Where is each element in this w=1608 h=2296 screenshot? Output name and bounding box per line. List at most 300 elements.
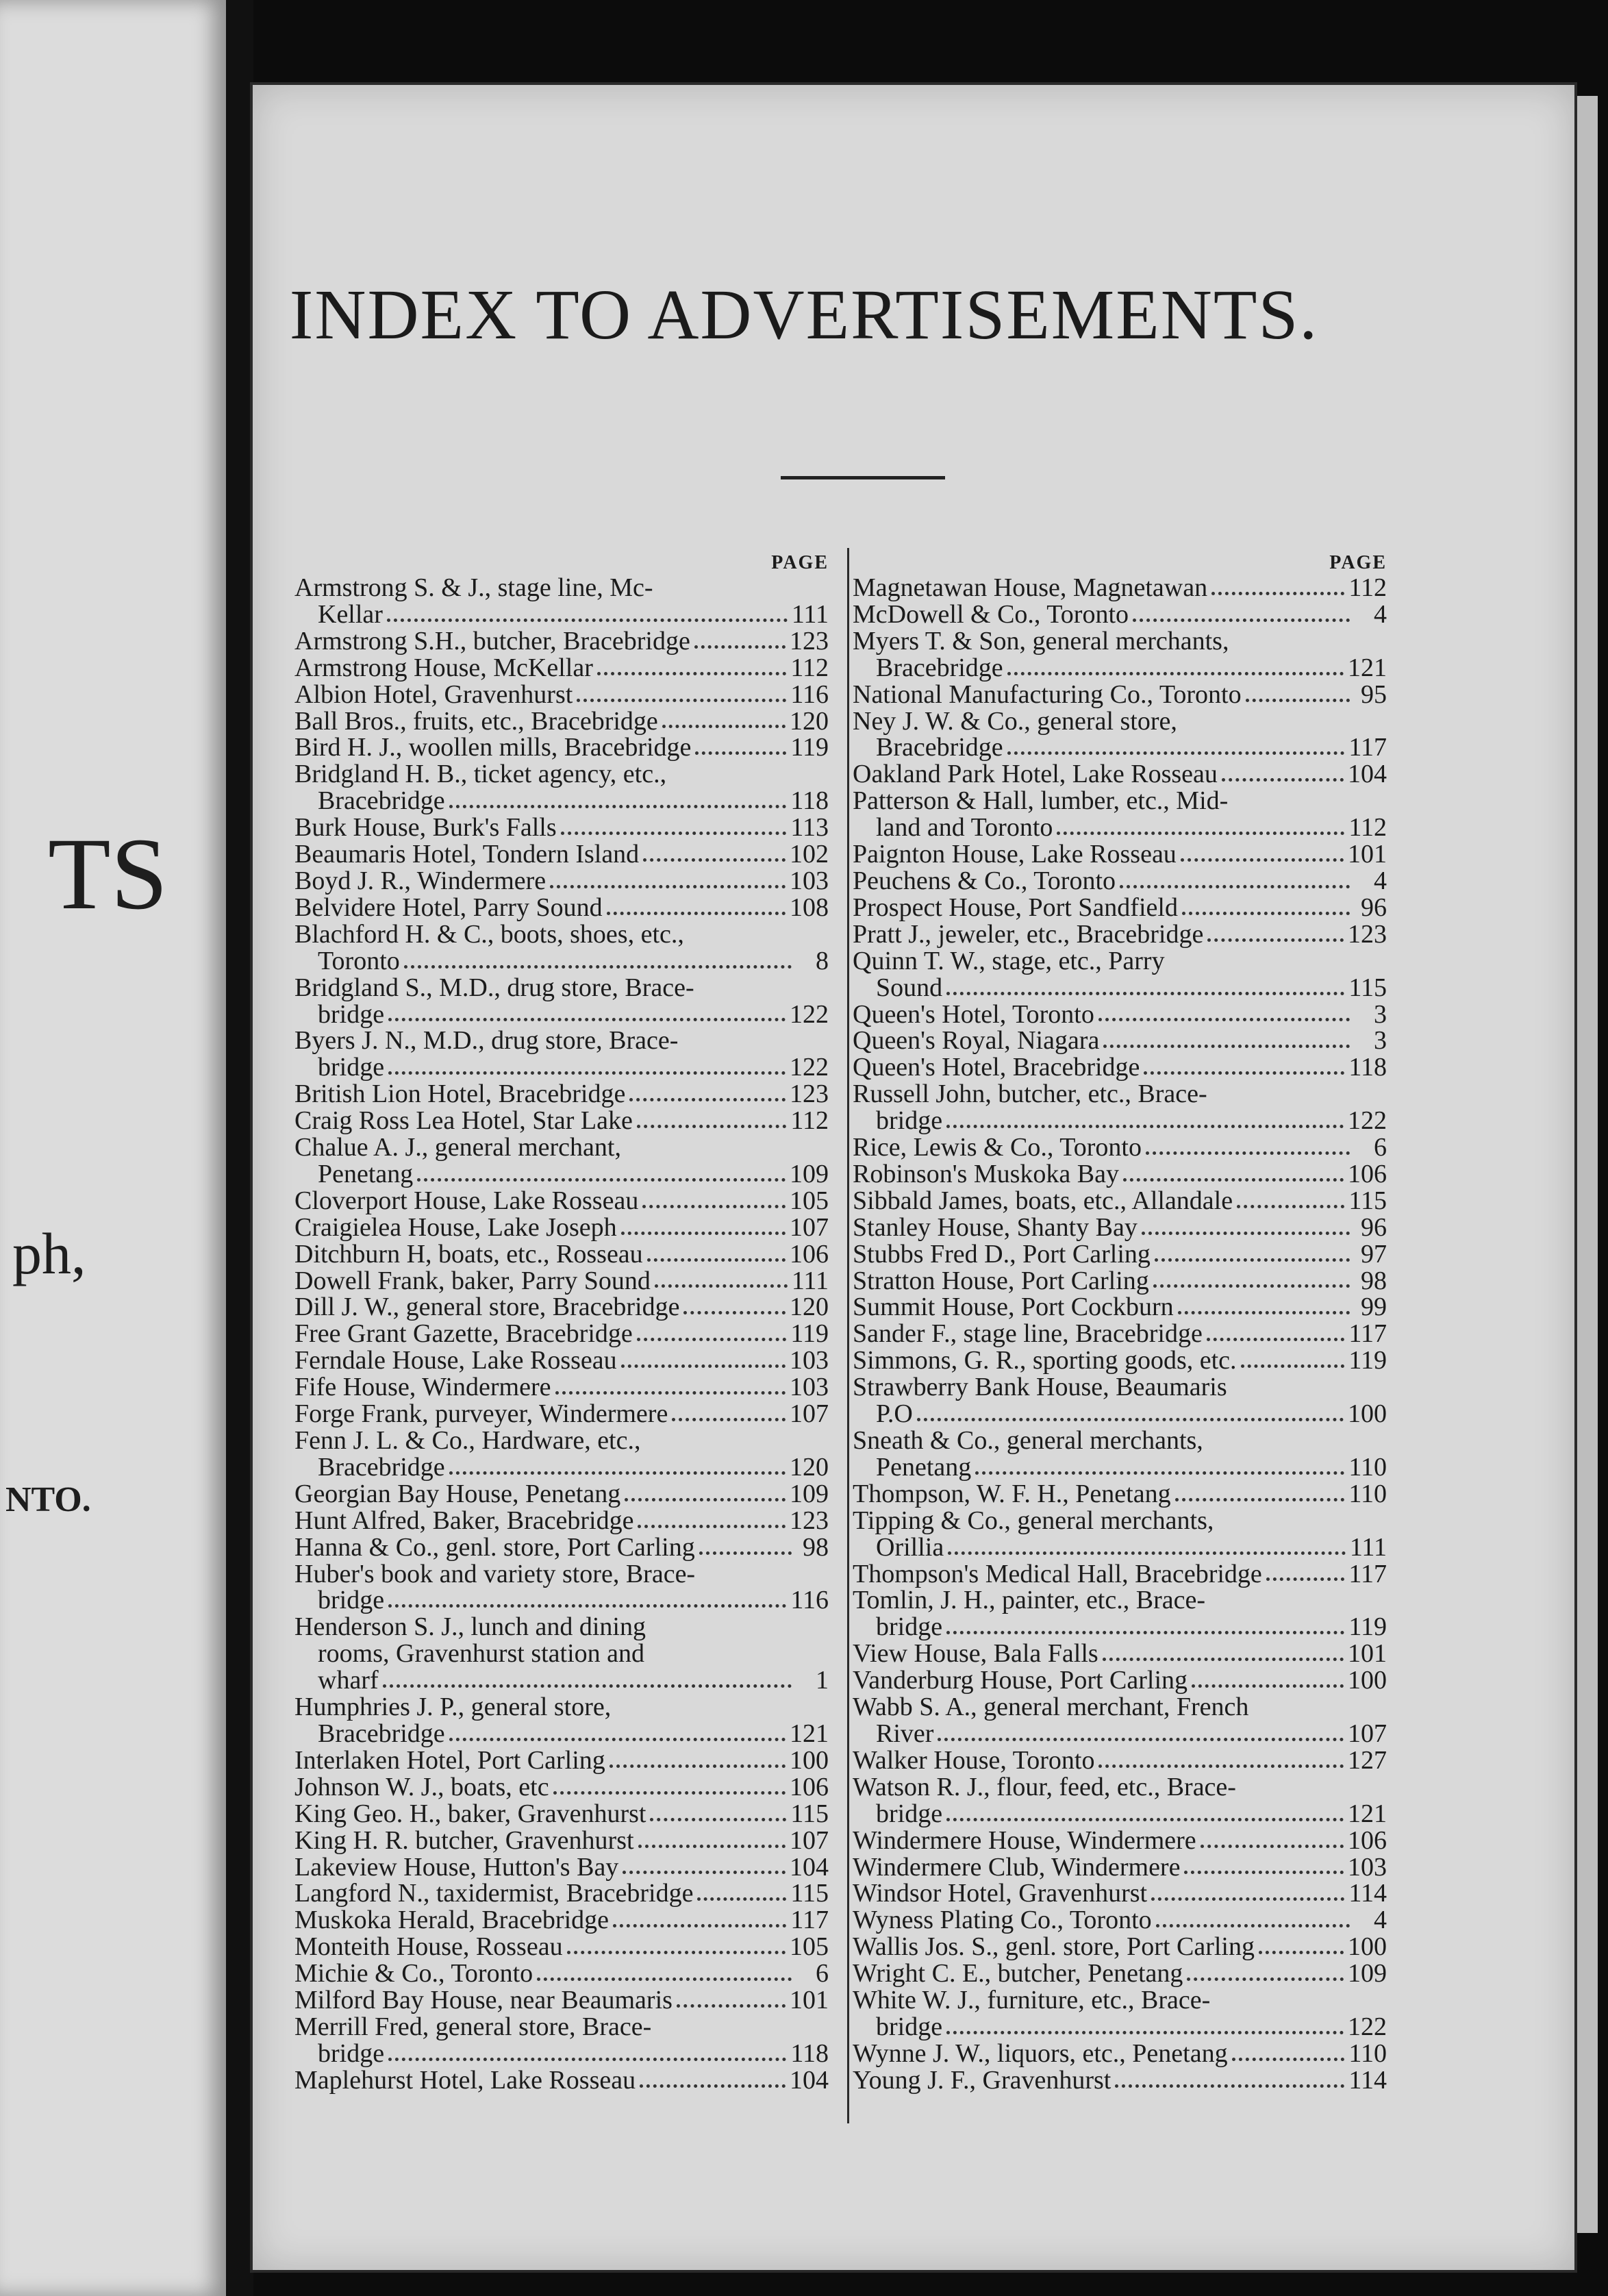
page-number: 107 [790,1825,829,1855]
page-number: 95 [1361,679,1387,709]
page-number: 104 [790,2065,829,2095]
page-number: 115 [1348,1186,1387,1215]
dot-leader [621,1232,786,1235]
dot-leader [650,1818,786,1821]
entry-name: Henderson S. J., lunch and dining [294,1612,646,1642]
page-number: 103 [790,1373,829,1402]
dot-leader [550,885,786,888]
dot-leader [946,2031,1344,2034]
dot-leader [1007,672,1344,675]
dot-leader [1187,1977,1344,1981]
entry-name: Sibbald James, boats, etc., Allandale [853,1186,1233,1215]
page-number: 98 [803,1532,829,1562]
page-number: 127 [1348,1745,1387,1775]
index-entry [853,975,1387,1001]
dot-leader [640,2084,786,2088]
index-entry [294,868,829,895]
index-entry [853,1347,1387,1374]
entry-name: Toronto [318,946,400,975]
entry-name: View House, Bala Falls [853,1639,1098,1669]
dot-leader [1103,1658,1344,1661]
index-entry [853,1268,1387,1295]
entry-name: Milford Bay House, near Beaumaris [294,1986,673,2015]
dot-leader [567,1951,786,1954]
index-entry [853,1774,1387,1801]
dot-leader [1175,1498,1345,1501]
dot-leader [1098,1018,1350,1021]
index-entry [294,841,829,868]
right-index-column [853,551,1387,2094]
entry-name: Dill J. W., general store, Bracebridge [294,1293,680,1322]
dot-leader [1120,885,1350,888]
entry-name: Stanley House, Shanty Bay [853,1212,1138,1242]
index-entry [294,1667,829,1694]
index-entry [294,1027,829,1054]
entry-name: bridge [876,2012,943,2041]
entry-name: Simmons, G. R., sporting goods, etc. [853,1346,1237,1375]
page-number: 101 [1348,840,1387,869]
index-entry [853,1214,1387,1241]
entry-name: bridge [318,1053,385,1082]
index-entry [853,1054,1387,1081]
dot-leader [625,1498,786,1501]
dot-leader [1207,1338,1345,1341]
column-divider [847,548,849,2123]
entry-name: Sander F., stage line, Bracebridge [853,1319,1203,1349]
entry-name: Lakeview House, Hutton's Bay [294,1852,619,1882]
entry-name: Craig Ross Lea Hotel, Star Lake [294,1106,633,1136]
page-number: 114 [1348,1879,1387,1908]
entry-name: King H. R. butcher, Gravenhurst [294,1825,634,1855]
entry-name: Burk House, Burk's Falls [294,813,557,843]
dot-leader [1201,1845,1344,1848]
index-entry [294,1721,829,1747]
index-entry [294,895,829,921]
index-entry [853,1161,1387,1188]
page-number: 119 [1348,1346,1387,1375]
index-entry [853,1508,1387,1534]
page-number: 122 [1348,2012,1387,2041]
page-number: 111 [791,1266,829,1295]
dot-leader [694,645,786,649]
dot-leader [1007,751,1345,755]
page-number: 106 [1348,1159,1387,1188]
index-entry [853,679,1387,709]
page-number: 109 [790,1159,829,1188]
index-entry [853,1374,1387,1401]
dot-leader [1133,619,1350,622]
index-entry [853,734,1387,761]
index-entry [853,575,1387,601]
dot-leader [975,1471,1344,1475]
index-entry [853,814,1387,841]
entry-name: bridge [876,1799,943,1828]
entry-name: Craigielea House, Lake Joseph [294,1212,617,1242]
index-entry [294,1614,829,1640]
dot-leader [607,912,786,915]
page-number: 102 [790,840,829,869]
dot-leader [1184,1871,1344,1874]
dot-leader [695,751,786,755]
index-entry [853,1108,1387,1134]
entry-name: Wynne J. W., liquors, etc., Penetang [853,2038,1228,2068]
dot-leader [449,1471,786,1475]
dot-leader [555,1391,786,1395]
entry-name: Belvidere Hotel, Parry Sound [294,893,603,922]
page-number: 123 [1348,919,1387,949]
entry-name: Blachford H. & C., boots, shoes, etc., [294,919,684,949]
entry-name: Byers J. N., M.D., drug store, Brace- [294,1026,679,1056]
entry-name: Patterson & Hall, lumber, etc., Mid- [853,786,1229,816]
dot-leader [672,1418,786,1421]
index-entry [853,1960,1387,1987]
index-entry [853,921,1387,948]
index-entry [294,1934,829,1960]
dot-leader [1182,912,1350,915]
entry-name: Stubbs Fred D., Port Carling [853,1239,1151,1269]
entry-name: Robinson's Muskoka Bay [853,1159,1119,1188]
page-number: 113 [790,813,829,843]
entry-name: Stratton House, Port Carling [853,1266,1149,1295]
index-entry [294,2038,829,2068]
dot-leader [946,1818,1344,1821]
page-number: 112 [790,653,829,682]
entry-name: Tipping & Co., general merchants, [853,1506,1214,1535]
index-entry [294,575,829,601]
index-entry [294,1854,829,1881]
dot-leader [621,1364,786,1368]
index-entry [853,1614,1387,1640]
entry-name: Wright C. E., butcher, Penetang [853,1959,1183,1988]
index-entry [294,1108,829,1134]
entry-name: P.O [876,1399,913,1429]
index-entry [853,601,1387,628]
entry-name: Bracebridge [876,653,1003,682]
index-entry [853,1587,1387,1614]
index-entry [853,1721,1387,1747]
entry-name: Paignton House, Lake Rosseau [853,840,1177,869]
page-number: 123 [790,1506,829,1535]
page-column-header: PAGE [1329,552,1387,573]
dot-leader [1207,938,1344,942]
index-entry [853,1001,1387,1028]
entry-name: Huber's book and variety store, Brace- [294,1559,696,1588]
dot-leader [1057,832,1344,835]
page-number: 119 [1348,1612,1387,1642]
page-number: 110 [1348,1479,1387,1508]
dot-leader [1181,858,1344,862]
entry-name: Thompson, W. F. H., Penetang [853,1479,1171,1508]
right-entry-list [853,575,1387,2094]
page-number: 107 [1348,1719,1387,1748]
page-number: 120 [790,1293,829,1322]
entry-name: Bridgland H. B., ticket agency, etc., [294,760,667,789]
page-number: 112 [1348,573,1387,602]
dot-leader [677,2004,786,2008]
entry-name: Oakland Park Hotel, Lake Rosseau [853,760,1218,789]
page-title: INDEX TO ADVERTISEMENTS. [289,275,1319,354]
entry-name: Hanna & Co., genl. store, Port Carling [294,1532,695,1562]
page-number: 6 [816,1959,829,1988]
index-entry [294,1347,829,1374]
index-entry [853,895,1387,921]
dot-leader [1151,1897,1344,1901]
dot-leader [1153,1284,1350,1288]
dot-leader [597,672,787,675]
entry-name: Albion Hotel, Gravenhurst [294,679,573,709]
dot-leader [1237,1205,1344,1208]
index-entry [853,1827,1387,1854]
entry-name: Bracebridge [318,1452,445,1482]
index-entry [853,1534,1387,1561]
index-entry [294,1134,829,1161]
dot-leader [417,1178,786,1182]
entry-name: Cloverport House, Lake Rosseau [294,1186,639,1215]
index-entry [294,1827,829,1854]
index-entry [853,1321,1387,1347]
index-entry [294,1747,829,1774]
entry-name: Armstrong S.H., butcher, Bracebridge [294,626,690,656]
page-number: 109 [790,1479,829,1508]
index-entry [853,1907,1387,1934]
page-number: 123 [790,626,829,656]
index-entry [294,1001,829,1028]
entry-name: Bracebridge [318,786,445,816]
index-entry [853,1854,1387,1881]
entry-name: Ferndale House, Lake Rosseau [294,1346,617,1375]
dot-leader [388,2058,786,2061]
page-number: 115 [790,1799,829,1828]
dot-leader [1241,1364,1345,1368]
entry-name: Bracebridge [318,1719,445,1748]
entry-name: Queen's Hotel, Bracebridge [853,1053,1140,1082]
index-entry [294,1481,829,1508]
page-number: 98 [1361,1266,1387,1295]
facing-page-fragment: NTO. [5,1480,91,1519]
index-entry [294,2067,829,2094]
page-number: 122 [790,999,829,1029]
index-entry [294,1801,829,1827]
entry-name: Chalue A. J., general merchant, [294,1133,621,1162]
dot-leader [1222,778,1344,782]
entry-name: Bracebridge [876,733,1003,762]
entry-name: Peuchens & Co., Toronto [853,866,1116,895]
index-entry [853,1801,1387,1827]
dot-leader [629,1098,786,1101]
page-number: 111 [791,599,829,629]
dot-leader [1259,1951,1344,1954]
entry-name: Penetang [876,1452,972,1482]
page-number: 96 [1361,1212,1387,1242]
index-entry [294,708,829,735]
page-number: 1 [816,1666,829,1695]
index-entry [294,1427,829,1454]
page-number: 114 [1348,2065,1387,2095]
dot-leader [610,1764,786,1768]
page-number: 103 [790,866,829,895]
index-entry [853,628,1387,655]
dot-leader [946,992,1344,995]
page-number: 120 [790,1452,829,1482]
dot-leader [662,725,786,728]
entry-name: National Manufacturing Co., Toronto [853,679,1242,709]
facing-page-fragment: ph, [12,1221,86,1286]
index-entry [853,1640,1387,1667]
page-number: 100 [1348,1399,1387,1429]
entry-name: Russell John, butcher, etc., Brace- [853,1080,1207,1109]
entry-name: Ball Bros., fruits, etc., Bracebridge [294,706,658,736]
dot-leader [1098,1764,1344,1768]
entry-name: Queen's Hotel, Toronto [853,999,1094,1029]
index-entry [294,1241,829,1268]
index-entry [294,1880,829,1907]
dot-leader [449,1738,786,1741]
page-number: 105 [790,1932,829,1962]
entry-name: Queen's Royal, Niagara [853,1026,1100,1056]
index-entry [853,1747,1387,1774]
entry-name: McDowell & Co., Toronto [853,599,1129,629]
page-number: 119 [790,733,829,762]
dot-leader [1146,1151,1350,1155]
index-entry [294,734,829,761]
dot-leader [697,1897,786,1901]
index-entry [853,1427,1387,1454]
entry-name: Langford N., taxidermist, Bracebridge [294,1879,694,1908]
index-entry [294,948,829,975]
index-entry [294,1694,829,1721]
index-entry [853,761,1387,788]
index-entry [853,1481,1387,1508]
index-entry [853,788,1387,814]
entry-name: Quinn T. W., stage, etc., Parry [853,946,1165,975]
entry-name: Humphries J. P., general store, [294,1693,612,1722]
dot-leader [683,1311,786,1314]
entry-name: Dowell Frank, baker, Parry Sound [294,1266,651,1295]
index-entry [294,975,829,1001]
dot-leader [938,1738,1344,1741]
index-entry [853,948,1387,975]
page-number: 97 [1361,1239,1387,1269]
page-number: 123 [790,1080,829,1109]
entry-name: land and Toronto [876,813,1053,843]
dot-leader [643,858,786,862]
index-entry [294,1640,829,1667]
index-entry [294,1294,829,1321]
entry-name: bridge [318,999,385,1029]
page-number: 3 [1374,1026,1387,1056]
index-entry [294,1268,829,1295]
page-number: 121 [1348,1799,1387,1828]
entry-name: Penetang [318,1159,414,1188]
dot-leader [638,1845,786,1848]
page-number: 116 [790,679,829,709]
index-entry [853,1934,1387,1960]
index-entry [294,1561,829,1588]
entry-name: Boyd J. R., Windermere [294,866,547,895]
entry-name: Prospect House, Port Sandfield [853,893,1178,922]
index-entry [294,1907,829,1934]
index-entry [294,1774,829,1801]
entry-name: bridge [318,1586,385,1615]
dot-leader [637,1338,787,1341]
dot-leader [699,1551,792,1555]
entry-name: Georgian Bay House, Penetang [294,1479,621,1508]
index-entry [294,2014,829,2041]
entry-name: Muskoka Herald, Bracebridge [294,1906,610,1935]
entry-name: Johnson W. J., boats, etc [294,1772,549,1801]
entry-name: Kellar [318,599,383,629]
entry-name: Windermere Club, Windermere [853,1852,1181,1882]
page-number: 100 [1348,1932,1387,1962]
page-number: 3 [1374,999,1387,1029]
page-number: 4 [1374,599,1387,629]
entry-name: Armstrong S. & J., stage line, Mc- [294,573,653,602]
page-number: 4 [1374,866,1387,895]
entry-name: Maplehurst Hotel, Lake Rosseau [294,2065,636,2095]
entry-name: Thompson's Medical Hall, Bracebridge [853,1559,1262,1588]
page-number: 8 [816,946,829,975]
entry-name: Armstrong House, McKellar [294,653,593,682]
dot-leader [537,1977,792,1981]
entry-name: Sneath & Co., general merchants, [853,1426,1203,1455]
page-number: 117 [1348,1559,1387,1588]
page-number: 100 [790,1745,829,1775]
entry-name: Wabb S. A., general merchant, French [853,1693,1249,1722]
dot-leader [1178,1311,1350,1314]
dot-leader [561,832,787,835]
page-number: 118 [790,2038,829,2068]
index-entry [294,628,829,655]
dot-leader [1123,1178,1344,1182]
index-entry [853,1694,1387,1721]
dot-leader [1192,1684,1344,1688]
entry-name: Wyness Plating Co., Toronto [853,1906,1152,1935]
page-number: 117 [1348,1319,1387,1349]
entry-name: Walker House, Toronto [853,1745,1095,1775]
dot-leader [449,805,787,808]
dot-leader [655,1284,788,1288]
entry-name: Merrill Fred, general store, Brace- [294,2012,652,2041]
dot-leader [948,1551,1346,1555]
title-rule [781,476,945,479]
page-number: 105 [790,1186,829,1215]
page-number: 101 [790,1986,829,2015]
entry-name: Pratt J., jeweler, etc., Bracebridge [853,919,1204,949]
page-number: 96 [1361,893,1387,922]
index-entry [294,1374,829,1401]
entry-name: bridge [318,2038,385,2068]
index-entry [853,1134,1387,1161]
entry-name: Sound [876,973,943,1002]
entry-name: Windsor Hotel, Gravenhurst [853,1879,1148,1908]
index-entry [853,868,1387,895]
left-index-column [294,551,829,2094]
entry-name: Tomlin, J. H., painter, etc., Brace- [853,1586,1205,1615]
dot-leader [1266,1577,1345,1581]
index-entry [294,1188,829,1214]
entry-name: Orillia [876,1532,944,1562]
page-number: 99 [1361,1293,1387,1322]
dot-leader [1246,699,1350,702]
index-entry [853,1401,1387,1427]
index-entry [853,2014,1387,2041]
index-entry [294,814,829,841]
index-entry [294,1454,829,1481]
index-entry [294,601,829,628]
index-entry [853,1027,1387,1054]
index-entry [853,1454,1387,1481]
page-column-header: PAGE [771,552,829,573]
